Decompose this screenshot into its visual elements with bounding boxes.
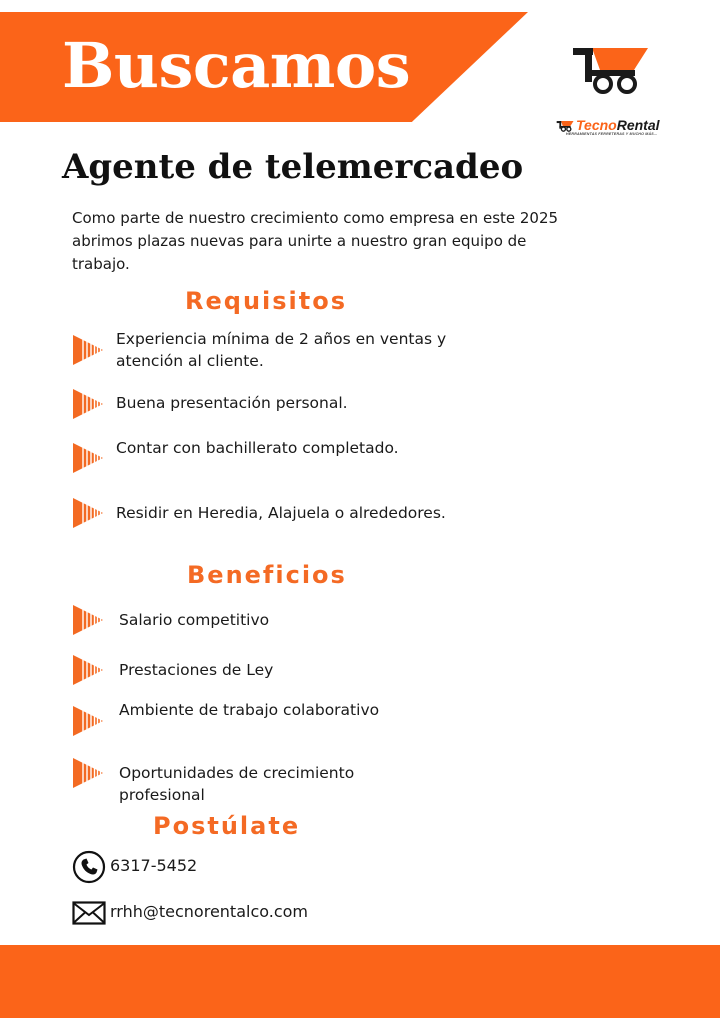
beneficio-text: Oportunidades de crecimiento profesional <box>119 764 355 804</box>
beneficio-text: Prestaciones de Ley <box>119 661 274 679</box>
play-arrow-icon <box>70 332 106 368</box>
banner-title: Buscamos <box>62 29 411 102</box>
play-arrow-icon <box>70 602 106 638</box>
play-arrow-icon <box>70 703 106 739</box>
requisito-text: Experiencia mínima de 2 años en ventas y atención al cliente. <box>116 330 447 370</box>
play-arrow-icon <box>70 440 106 476</box>
email-icon <box>72 901 106 925</box>
cart-mini-icon <box>556 120 574 132</box>
cart-logo-icon <box>570 44 650 96</box>
intro-paragraph: Como parte de nuestro crecimiento como empresa en este 2025 abrimos plazas nuevas para unirte a nuestro gran equipo de trabajo. <box>72 209 559 273</box>
email-address[interactable]: rrhh@tecnorentalco.com <box>110 902 309 921</box>
postulate-heading: Postúlate <box>153 812 301 840</box>
play-arrow-icon <box>70 386 106 422</box>
beneficios-heading: Beneficios <box>187 561 347 589</box>
job-title: Agente de telemercadeo <box>62 147 524 187</box>
play-arrow-icon <box>70 495 106 531</box>
footer-bar <box>0 945 720 1018</box>
phone-icon <box>72 850 106 884</box>
phone-number[interactable]: 6317-5452 <box>110 856 198 875</box>
play-arrow-icon <box>70 755 106 791</box>
requisito-text: Residir en Heredia, Alajuela o alrededores. <box>116 504 446 522</box>
brand-name-part1: Tecno <box>576 117 617 133</box>
requisito-text: Buena presentación personal. <box>116 394 348 412</box>
requisitos-heading: Requisitos <box>185 287 348 315</box>
brand-tagline: HERRAMIENTAS FERRETERAS Y MUCHO MÁS... <box>566 132 658 136</box>
beneficio-text: Salario competitivo <box>119 611 270 629</box>
beneficio-text: Ambiente de trabajo colaborativo <box>119 701 380 719</box>
play-arrow-icon <box>70 652 106 688</box>
requisito-text: Contar con bachillerato completado. <box>116 439 399 457</box>
brand-name-part2: Rental <box>616 117 660 133</box>
